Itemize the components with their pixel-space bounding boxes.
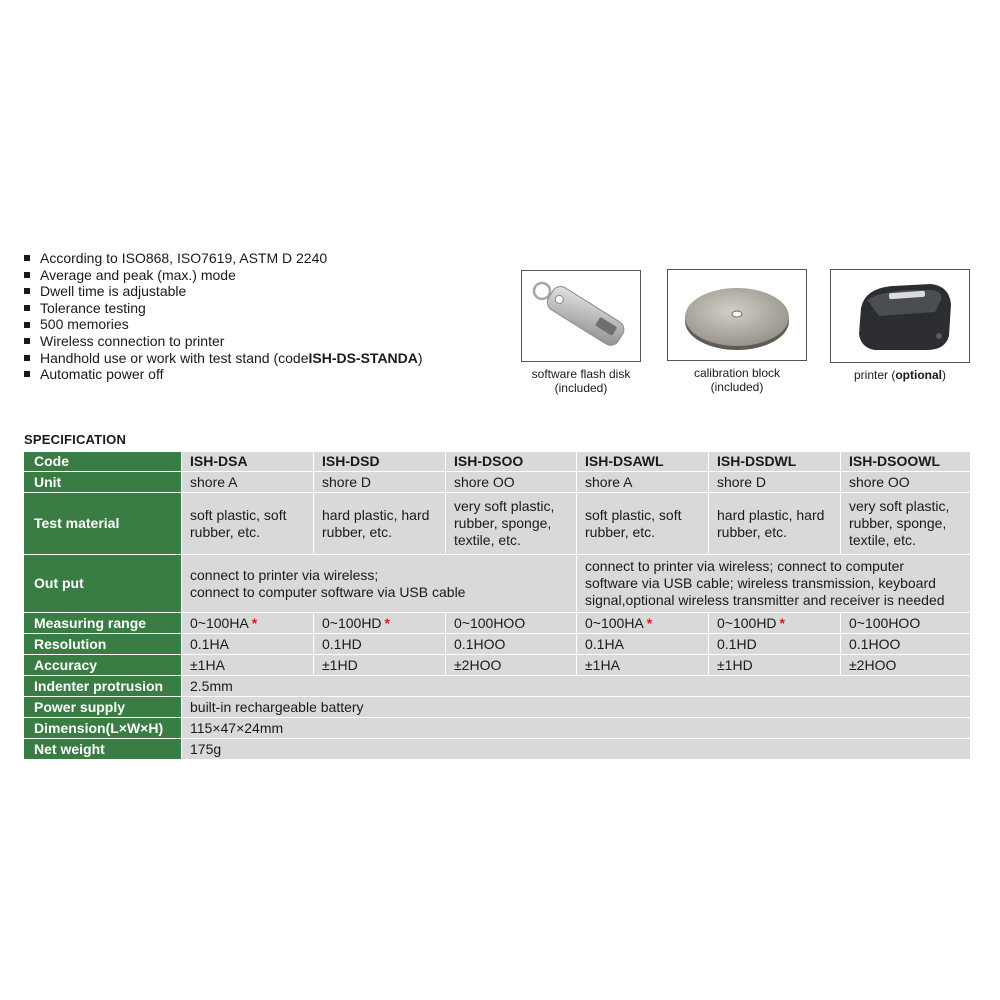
table-row-code (24, 452, 971, 472)
feature-item: Wireless connection to printer (24, 333, 423, 350)
feature-item: Dwell time is adjustable (24, 283, 423, 300)
specification-table (23, 451, 971, 760)
row-label: Indenter protrusion (24, 676, 182, 697)
feature-item: Automatic power off (24, 366, 423, 383)
table-row-output (24, 555, 971, 613)
asterisk-mark: * (779, 614, 785, 631)
specification-heading: SPECIFICATION (24, 432, 127, 447)
table-row-resolution (24, 634, 971, 655)
table-cell: 175g (182, 739, 971, 760)
printer-image (830, 269, 970, 363)
table-cell: shore OO (446, 472, 577, 493)
table-cell: 0.1HOO (446, 634, 577, 655)
table-cell: 0.1HOO (841, 634, 971, 655)
table-row-indenter (24, 676, 971, 697)
bullet-icon (24, 288, 30, 294)
row-label: Out put (24, 555, 182, 613)
model-code: ISH-DSOOWL (841, 452, 971, 472)
asterisk-mark: * (251, 614, 258, 631)
feature-item: According to ISO868, ISO7619, ASTM D 2240 (24, 250, 423, 267)
table-cell: very soft plastic, rubber, sponge, textile, etc. (446, 493, 577, 555)
table-cell: 0~100HD * (314, 613, 446, 634)
model-code: ISH-DSDWL (709, 452, 841, 472)
table-row-weight (24, 739, 971, 760)
table-cell: 0~100HA * (577, 613, 709, 634)
feature-item: Tolerance testing (24, 300, 423, 317)
feature-item: Average and peak (max.) mode (24, 267, 423, 284)
row-label: Measuring range (24, 613, 182, 634)
bullet-icon (24, 338, 30, 344)
accessory-flash-disk (521, 270, 641, 395)
asterisk-mark: * (384, 614, 390, 631)
table-cell: shore OO (841, 472, 971, 493)
row-label: Net weight (24, 739, 182, 760)
table-row-power (24, 697, 971, 718)
calibration-disk-icon (668, 270, 806, 360)
table-cell: shore A (182, 472, 314, 493)
table-cell: 0.1HA (577, 634, 709, 655)
bullet-icon (24, 322, 30, 328)
row-label: Test material (24, 493, 182, 555)
table-row-unit (24, 472, 971, 493)
accessory-caption: printer (optional) (853, 368, 946, 382)
table-cell: shore D (314, 472, 446, 493)
printer-icon (831, 270, 969, 362)
table-cell: shore D (709, 472, 841, 493)
row-label: Code (24, 452, 182, 472)
table-cell: 0.1HA (182, 634, 314, 655)
table-cell: hard plastic, hard rubber, etc. (314, 493, 446, 555)
table-cell: 0~100HOO (841, 613, 971, 634)
flash-disk-image (521, 270, 641, 362)
table-cell: ±1HA (577, 655, 709, 676)
table-cell: connect to printer via wireless; connect to computer software via USB cable (182, 555, 577, 613)
flash-disk-icon (522, 271, 640, 361)
table-cell: 0~100HOO (446, 613, 577, 634)
table-cell: hard plastic, hard rubber, etc. (709, 493, 841, 555)
table-cell: very soft plastic, rubber, sponge, textile, etc. (841, 493, 971, 555)
table-cell: 0~100HA * (182, 613, 314, 634)
table-cell: 115×47×24mm (182, 718, 971, 739)
table-cell: soft plastic, soft rubber, etc. (182, 493, 314, 555)
row-label: Power supply (24, 697, 182, 718)
table-cell: built-in rechargeable battery (182, 697, 971, 718)
bullet-icon (24, 305, 30, 311)
model-code: ISH-DSOO (446, 452, 577, 472)
model-code: ISH-DSA (182, 452, 314, 472)
table-cell: soft plastic, soft rubber, etc. (577, 493, 709, 555)
table-row-dimension (24, 718, 971, 739)
table-cell: shore A (577, 472, 709, 493)
row-label: Unit (24, 472, 182, 493)
table-cell: ±2HOO (841, 655, 971, 676)
table-cell: 0.1HD (314, 634, 446, 655)
row-label: Dimension(L×W×H) (24, 718, 182, 739)
feature-item: Handhold use or work with test stand (code ISH-DS-STANDA ) (24, 350, 423, 367)
table-row-measuring-range (24, 613, 971, 634)
table-cell: ±1HA (182, 655, 314, 676)
accessory-caption: calibration block (included) (693, 366, 781, 394)
accessory-caption: software flash disk (included) (531, 367, 631, 395)
bullet-icon (24, 272, 30, 278)
accessory-printer (830, 269, 970, 382)
feature-list (24, 250, 423, 383)
bullet-icon (24, 371, 30, 377)
table-cell: ±2HOO (446, 655, 577, 676)
model-code: ISH-DSD (314, 452, 446, 472)
row-label: Resolution (24, 634, 182, 655)
feature-item: 500 memories (24, 316, 423, 333)
bullet-icon (24, 355, 30, 361)
calibration-block-image (667, 269, 807, 361)
table-cell: 0~100HD * (709, 613, 841, 634)
table-cell: connect to printer via wireless; connect to computer software via USB cable; wireless transmission, keyboard signal,optional wireless transmitter and receiver is needed (577, 555, 971, 613)
bullet-icon (24, 255, 30, 261)
table-cell: ±1HD (709, 655, 841, 676)
model-code: ISH-DSAWL (577, 452, 709, 472)
asterisk-mark: * (646, 614, 653, 631)
row-label: Accuracy (24, 655, 182, 676)
table-cell: 0.1HD (709, 634, 841, 655)
accessory-calibration-block (667, 269, 807, 394)
table-row-test-material (24, 493, 971, 555)
table-row-accuracy (24, 655, 971, 676)
table-cell: 2.5mm (182, 676, 971, 697)
table-cell: ±1HD (314, 655, 446, 676)
